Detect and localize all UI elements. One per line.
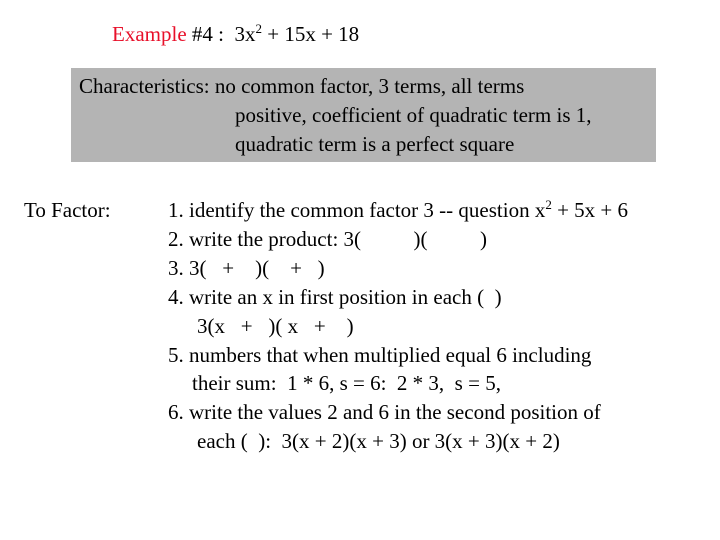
example-number: #4 : [191,22,224,46]
characteristics-line-2: positive, coefficient of quadratic term is 1, [235,103,592,127]
characteristics-line-3: quadratic term is a perfect square [235,132,515,156]
to-factor-label: To Factor: [24,198,111,222]
example-expression-rest: + 15x + 18 [261,22,360,46]
example-expression-exponent: 2 [255,21,262,36]
step-6: 6. write the values 2 and 6 in the second position of [168,400,601,424]
step-5: 5. numbers that when multiplied equal 6 including [168,343,592,367]
example-word: Example [112,22,187,46]
step-4-detail: 3(x + )( x + ) [197,314,354,338]
example-expression-coef: 3x [234,22,256,46]
step-1 [168,197,629,222]
example-title [112,21,360,46]
characteristics-line-1: Characteristics: no common factor, 3 terms, all terms [79,74,525,98]
step-2: 2. write the product: 3( )( ) [168,227,488,251]
step-1-text: 1. identify the common factor 3 -- question x [168,198,546,222]
step-6-detail: each ( ): 3(x + 2)(x + 3) or 3(x + 3)(x + 2) [197,429,560,453]
step-5-detail: their sum: 1 * 6, s = 6: 2 * 3, s = 5, [192,371,501,395]
step-4: 4. write an x in first position in each ( ) [168,285,502,309]
step-1-tail: + 5x + 6 [551,198,629,222]
step-3: 3. 3( + )( + ) [168,256,325,280]
step-1-exponent: 2 [545,197,552,212]
